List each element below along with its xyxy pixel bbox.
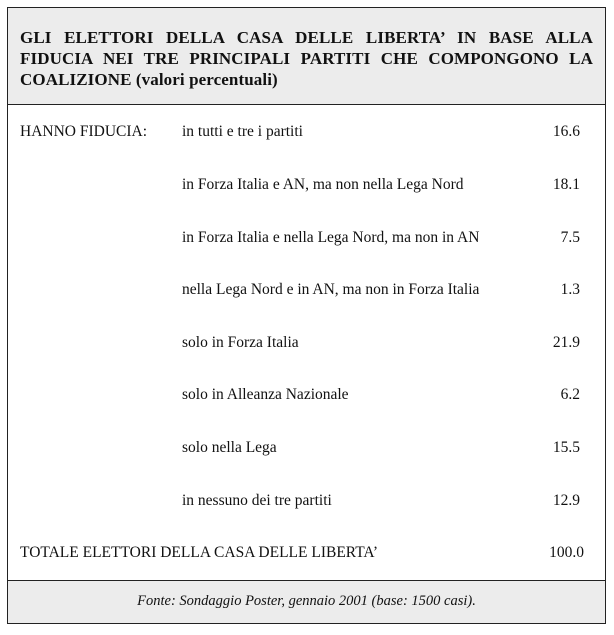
row-value: 15.5 xyxy=(552,439,580,456)
table-row xyxy=(8,120,605,144)
total-label: TOTALE ELETTORI DELLA CASA DELLE LIBERTA’ xyxy=(20,544,379,561)
row-value: 6.2 xyxy=(560,386,580,403)
group-label: HANNO FIDUCIA: xyxy=(20,123,148,140)
table-row xyxy=(8,383,605,407)
row-value: 21.9 xyxy=(552,334,580,351)
table-title: GLI ELETTORI DELLA CASA DELLE LIBERTA’ IN BASE ALLA FIDUCIA NEI TRE PRINCIPALI PARTITI CHE COMPONGONO LA COALIZIONE (valori percentuali) xyxy=(20,28,593,89)
table-row xyxy=(8,331,605,355)
total-row xyxy=(8,541,605,565)
row-label: in tutti e tre i partiti xyxy=(182,123,303,140)
table-row xyxy=(8,226,605,250)
table-row xyxy=(8,278,605,302)
total-value: 100.0 xyxy=(549,544,584,561)
table-row xyxy=(8,436,605,460)
row-label: in nessuno dei tre partiti xyxy=(182,492,332,509)
table-footer xyxy=(8,580,605,623)
row-label: solo nella Lega xyxy=(182,439,277,456)
row-value: 1.3 xyxy=(560,281,580,298)
table-row xyxy=(8,489,605,513)
table-header xyxy=(8,8,605,105)
row-label: solo in Alleanza Nazionale xyxy=(182,386,349,403)
row-label: solo in Forza Italia xyxy=(182,334,299,351)
row-value: 7.5 xyxy=(560,229,580,246)
row-label: in Forza Italia e nella Lega Nord, ma non in AN xyxy=(182,229,480,246)
table-frame xyxy=(7,7,606,624)
row-label: nella Lega Nord e in AN, ma non in Forza Italia xyxy=(182,281,480,298)
row-value: 16.6 xyxy=(552,123,580,140)
source-note: Fonte: Sondaggio Poster, gennaio 2001 (base: 1500 casi). xyxy=(137,593,476,609)
table-body xyxy=(8,105,605,581)
row-label: in Forza Italia e AN, ma non nella Lega Nord xyxy=(182,176,464,193)
row-value: 18.1 xyxy=(552,176,580,193)
table-row xyxy=(8,173,605,197)
row-value: 12.9 xyxy=(552,492,580,509)
